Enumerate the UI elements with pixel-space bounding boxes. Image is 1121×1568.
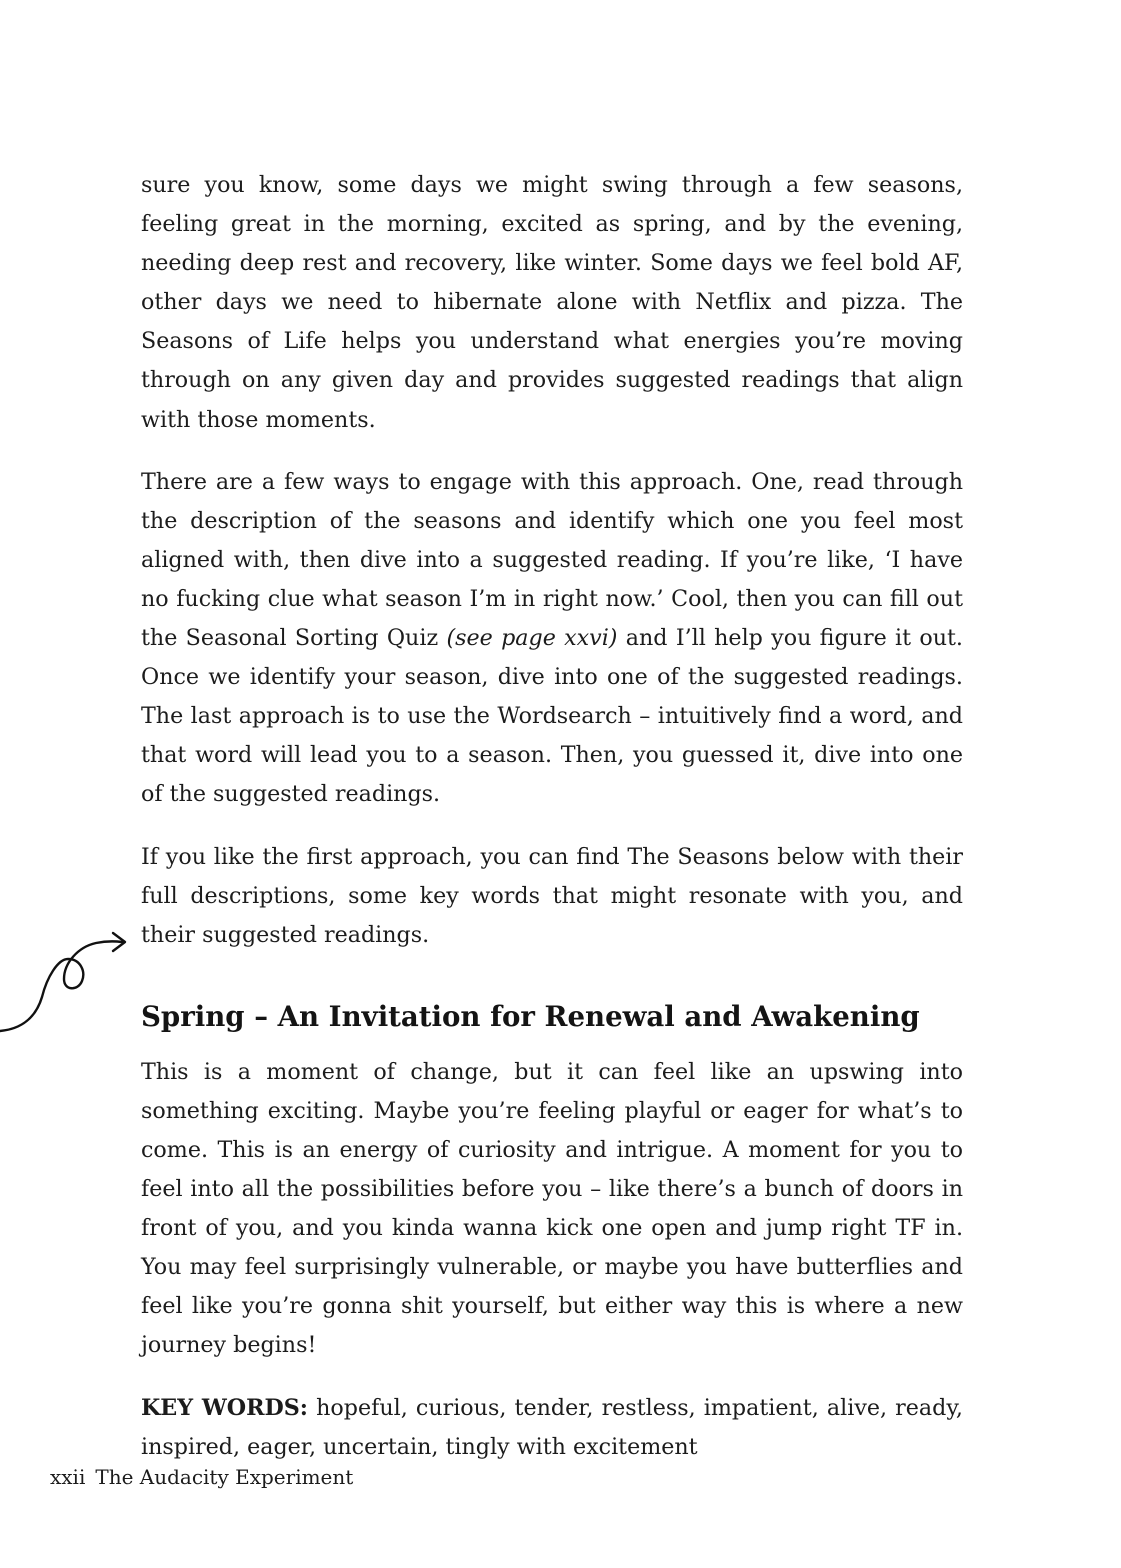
spring-key-words — [141, 1389, 963, 1467]
paragraph-first-approach: If you like the first approach, you can find The Seasons below with their full descriptions, some key words that might resonate with you, and their suggested readings. — [141, 843, 963, 948]
key-words-label: KEY WORDS: — [141, 1394, 308, 1421]
spring-heading: Spring – An Invitation for Renewal and Awakening — [141, 999, 920, 1033]
paragraph-seasons-intro: sure you know, some days we might swing through a few seasons, feeling great in the morning, excited as spring, and by the evening, needing deep rest and recovery, like winter. Some days we feel bold AF, other days we need to hibernate alone with Netflix and pizza. The Seasons of Life helps you understand what energies you’re moving through on any given day and provides suggested readings that align with those moments. — [141, 172, 963, 433]
key-words-list: hopeful, curious, tender, restless, impatient, alive, ready, inspired, eager, uncertain, tingly with excitement — [141, 1394, 963, 1460]
page-footer — [50, 1462, 353, 1492]
running-title: The Audacity Experiment — [95, 1465, 354, 1489]
paragraph-approaches — [141, 463, 963, 815]
text-column — [141, 166, 963, 1490]
hand-drawn-curly-arrow-icon — [0, 925, 135, 1040]
page-reference: (see page xxvi) — [446, 625, 618, 652]
approaches-text-end: and I’ll help you figure it out. Once we identify your season, dive into one of the suggested readings. The last approach is to use the Wordsearch – intuitively find a word, and that word will lead you to a season. Then, you guessed it, dive into one of the suggested readings. — [141, 625, 963, 808]
spring-description: This is a moment of change, but it can feel like an upswing into something exciting. Maybe you’re feeling playful or eager for what’s to come. This is an energy of curiosity and intrigue. A moment for you to feel into all the possibilities before you – like there’s a bunch of doors in front of you, and you kinda wanna kick one open and jump right TF in. You may feel surprisingly vulnerable, or maybe you have butterflies and feel like you’re gonna shit yourself, but either way this is where a new journey begins! — [141, 1058, 963, 1359]
page-number: xxii — [50, 1465, 86, 1489]
approaches-text-start: There are a few ways to engage with this approach. One, read through the description of the seasons and identify which one you feel most aligned with, then dive into a suggested reading. If you’re like, ‘I have no fucking clue what season I’m in right now.’ Cool, then you can fill out the Seasonal Sorting Quiz — [141, 468, 963, 652]
